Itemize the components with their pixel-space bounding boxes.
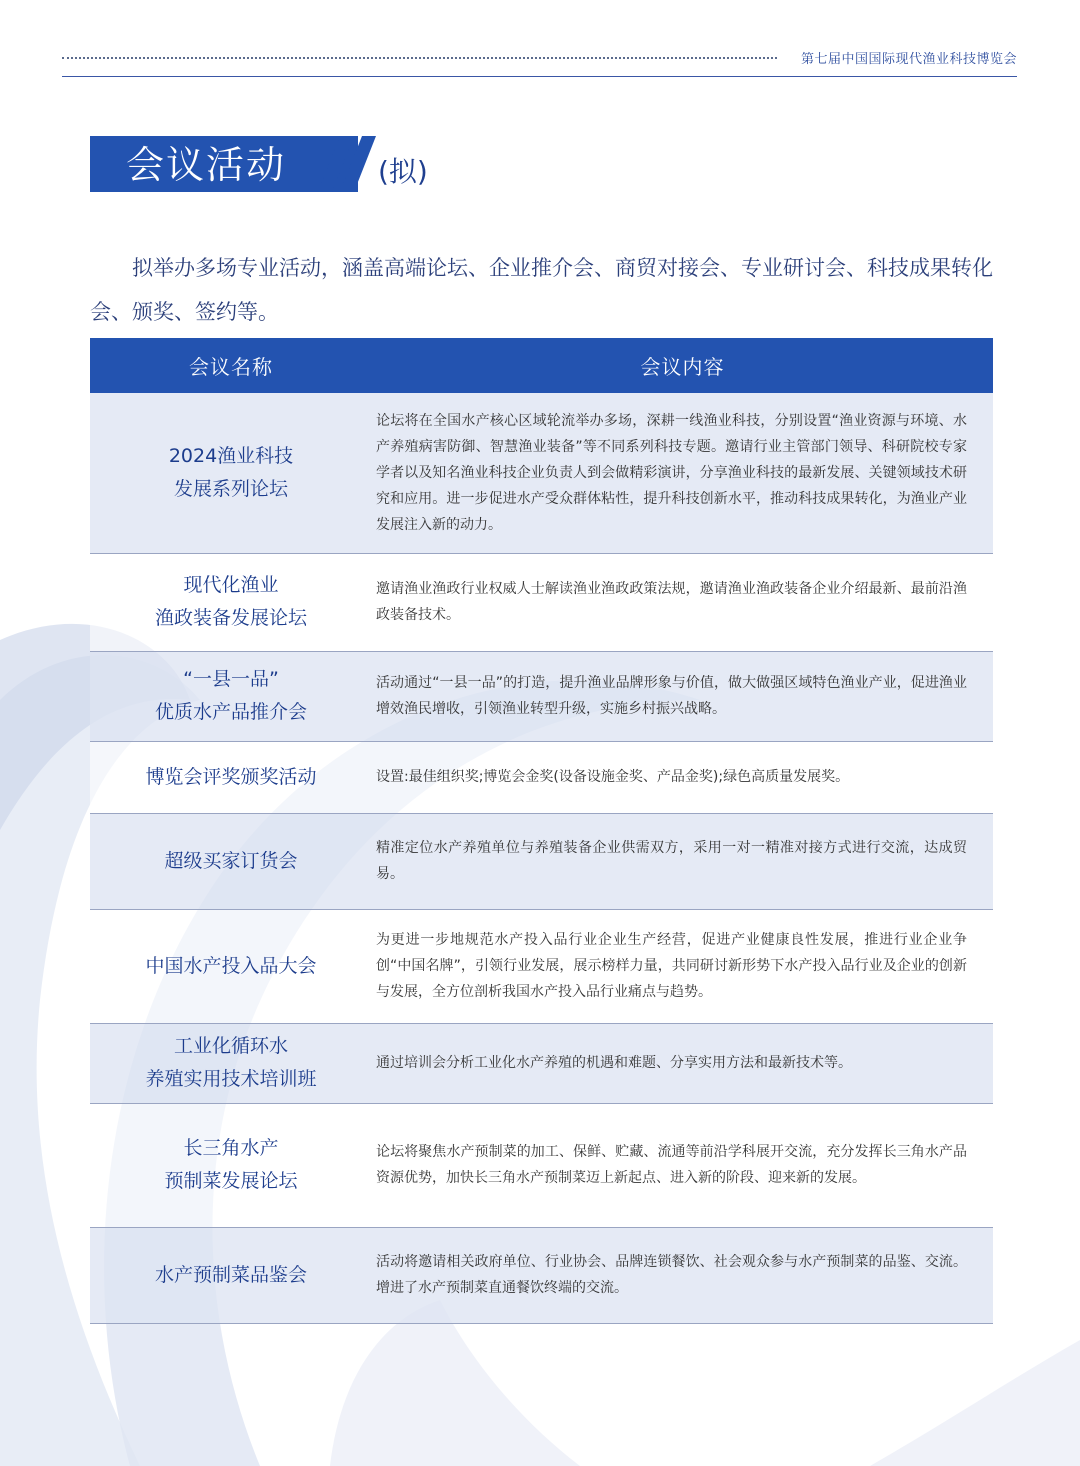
meeting-name [90,1103,372,1227]
meeting-content: 活动通过“一县一品”的打造，提升渔业品牌形象与价值，做大做强区域特色渔业产业，促进渔业增效渔民增收，引领渔业转型升级，实施乡村振兴战略。 [372,651,993,741]
table-row [90,1227,993,1323]
meeting-name-line: 水产预制菜品鉴会 [154,1263,307,1286]
table-row [90,651,993,741]
meeting-name-line: 博览会评奖颁奖活动 [145,765,317,788]
meeting-content: 邀请渔业渔政行业权威人士解读渔业渔政政策法规，邀请渔业渔政装备企业介绍最新、最前沿渔政装备技术。 [372,553,993,651]
meeting-name-line: 优质水产品推介会 [154,701,307,723]
meeting-name-line: 发展系列论坛 [173,477,288,500]
header-divider [62,76,1017,77]
table-row [90,393,993,553]
section-title: 会议活动 [126,143,287,187]
meeting-name [90,1023,372,1103]
meeting-name [90,909,372,1023]
meeting-content: 为更进一步地规范水产投入品行业企业生产经营，促进产业健康良性发展，推进行业企业争创“中国名牌”，引领行业发展，展示榜样力量，共同研讨新形势下水产投入品行业及企业的创新与发展，全方位剖析我国水产投入品行业痛点与趋势。 [372,909,993,1023]
table-row [90,813,993,909]
meeting-name [90,651,372,741]
meetings-table [90,338,993,1324]
table-row [90,741,993,813]
meeting-name [90,1227,372,1323]
meeting-name-line: 养殖实用技术培训班 [145,1068,317,1090]
meeting-content: 活动将邀请相关政府单位、行业协会、品牌连锁餐饮、社会观众参与水产预制菜的品鉴、交流。增进了水产预制菜直通餐饮终端的交流。 [372,1227,993,1323]
table-row [90,553,993,651]
meeting-name-line: “一县一品” [183,668,279,690]
meeting-name-line: 渔政装备发展论坛 [154,607,307,629]
meeting-name-line: 现代化渔业 [183,574,279,596]
table-row [90,1103,993,1227]
meeting-content: 论坛将聚焦水产预制菜的加工、保鲜、贮藏、流通等前沿学科展开交流，充分发挥长三角水产品资源优势，加快长三角水产预制菜迈上新起点、进入新的阶段、迎来新的发展。 [372,1103,993,1227]
meeting-name [90,393,372,553]
meeting-content: 设置:最佳组织奖;博览会金奖(设备设施金奖、产品金奖);绿色高质量发展奖。 [372,741,993,813]
meeting-name-line: 预制菜发展论坛 [164,1170,298,1192]
meeting-name-line: 工业化循环水 [173,1035,288,1057]
meeting-name [90,553,372,651]
meeting-name-line: 2024渔业科技 [168,444,294,467]
table-row [90,909,993,1023]
meeting-name [90,813,372,909]
header-meeting-name: 会议名称 [90,338,372,393]
header-dotted-rule [62,57,777,59]
meeting-name-line: 中国水产投入品大会 [145,954,317,977]
header-meeting-content: 会议内容 [372,338,993,393]
double-slash-icon [318,136,380,192]
meeting-content: 精准定位水产养殖单位与养殖装备企业供需双方，采用一对一精准对接方式进行交流，达成贸易。 [372,813,993,909]
header-event-title: 第七届中国国际现代渔业科技博览会 [800,52,1017,67]
meeting-name-line: 超级买家订货会 [164,849,298,872]
meeting-content: 通过培训会分析工业化水产养殖的机遇和难题、分享实用方法和最新技术等。 [372,1023,993,1103]
meeting-name [90,741,372,813]
table-row [90,1023,993,1103]
intro-paragraph: 拟举办多场专业活动，涵盖高端论坛、企业推介会、商贸对接会、专业研讨会、科技成果转化会、颁奖、签约等。 [90,256,993,324]
section-subtitle: (拟) [378,155,428,188]
meeting-name-line: 长三角水产 [183,1137,279,1159]
table-header-row [90,338,993,393]
meeting-content: 论坛将在全国水产核心区域轮流举办多场，深耕一线渔业科技，分别设置“渔业资源与环境、水产养殖病害防御、智慧渔业装备”等不同系列科技专题。邀请行业主管部门领导、科研院校专家学者以及知名渔业科技企业负责人到会做精彩演讲，分享渔业科技的最新发展、关键领域技术研究和应用。进一步促进水产受众群体粘性，提升科技创新水平，推动科技成果转化，为渔业产业发展注入新的动力。 [372,393,993,553]
